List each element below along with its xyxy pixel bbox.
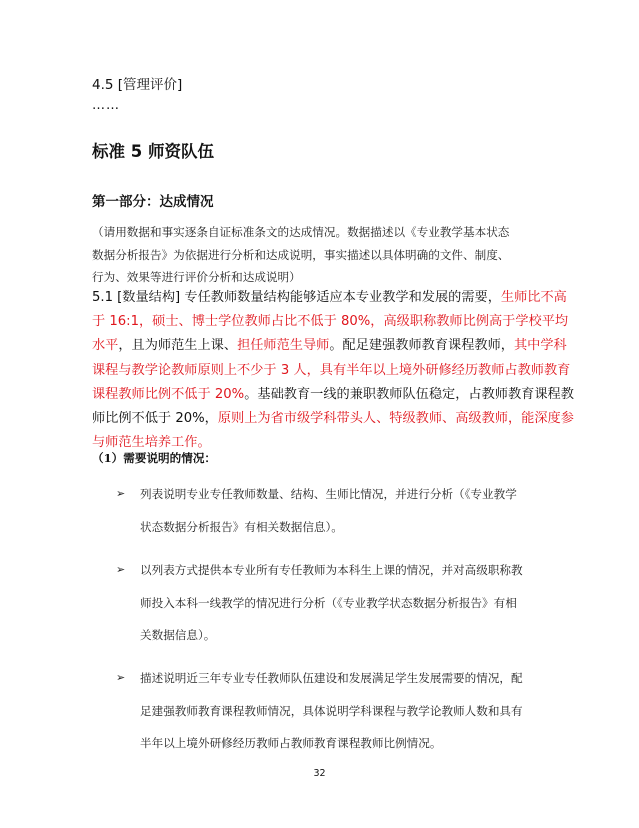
clause-text: 5.1 [数量结构] 专任教师数量结构能够适应本专业教学和发展的需要，: [92, 290, 501, 305]
section-label: 4.5 [管理评价]: [92, 77, 183, 93]
clause-line: [92, 383, 574, 407]
clause-highlight: 水平: [92, 338, 119, 354]
bullet-line: 关数据信息）。: [140, 628, 216, 642]
clause-text: 师比例不低于 20%，: [92, 411, 218, 427]
note-line: 行为、效果等进行评价分析和达成说明）: [92, 270, 301, 284]
clause-highlight: 原则上为省市级学科带头人、特级教师、高级教师，能深度参: [217, 411, 574, 427]
clause-line: [92, 286, 567, 310]
arrow-bullet-icon: ➢: [116, 563, 126, 576]
clause-highlight: 课程教师比例不低于 20%: [92, 386, 245, 402]
note-line: （请用数据和事实逐条自证标准条文的达成情况。数据描述以《专业教学基本状态: [92, 225, 510, 239]
bullet-line: 描述说明近三年专业专任教师队伍建设和发展满足学生发展需要的情况，配: [140, 671, 523, 685]
arrow-bullet-icon: ➢: [116, 487, 126, 500]
clause-text: ，且为师范生上课、: [118, 338, 238, 354]
sub-heading: （1）需要说明的情况：: [92, 451, 217, 465]
note-line: 数据分析报告》为依据进行分析和达成说明，事实描述以具体明确的文件、制度、: [92, 247, 510, 262]
bullet-line: 师投入本科一线教学的情况进行分析（《专业教学状态数据分析报告》有相: [140, 595, 517, 610]
clause-highlight: 课程与教学论教师原则上不少于 3 人，具有半年以上境外研修经历教师占教师教育: [92, 362, 571, 378]
clause-highlight: 生师比不高: [500, 290, 567, 305]
instruction-note: [92, 221, 562, 289]
part-title: 第一部分：达成情况: [92, 194, 214, 210]
clause-line: [92, 310, 569, 334]
bullet-line: 状态数据分析报告》有相关数据信息）。: [140, 519, 343, 534]
standard-title: 标准 5 师资队伍: [92, 142, 214, 161]
bullet-line: 以列表方式提供本专业所有专任教师为本科生上课的情况，并对高级职称教: [140, 563, 523, 577]
bullet-line: 半年以上境外研修经历教师占教师教育课程教师比例情况。: [140, 736, 442, 750]
clause-text: 。配足建强教师教育课程教师，: [329, 338, 514, 354]
clause-highlight: 其中学科: [514, 338, 567, 354]
clause-text: 。基础教育一线的兼职教师队伍稳定，占教师教育课程教: [244, 386, 574, 402]
bullet-line: 列表说明专业专任教师数量、结构、生师比情况，并进行分析（《专业教学: [140, 487, 517, 501]
clause-highlight: 于 16:1，硕士、博士学位教师占比不低于 80%，高级职称教师比例高于学校平均: [92, 314, 569, 330]
clause-line: [92, 359, 571, 383]
page-number: 32: [313, 768, 326, 779]
arrow-bullet-icon: ➢: [116, 671, 126, 684]
clause-paragraph: [92, 286, 574, 455]
bullet-line: 足建强教师教育课程教师情况，具体说明学科课程与教学论教师人数和具有: [140, 703, 523, 718]
clause-line: [92, 407, 574, 431]
ellipsis: ……: [92, 98, 120, 113]
clause-highlight: 担任师范生导师: [237, 338, 330, 354]
clause-line: [92, 334, 567, 358]
clause-highlight: 与师范生培养工作。: [92, 435, 211, 451]
